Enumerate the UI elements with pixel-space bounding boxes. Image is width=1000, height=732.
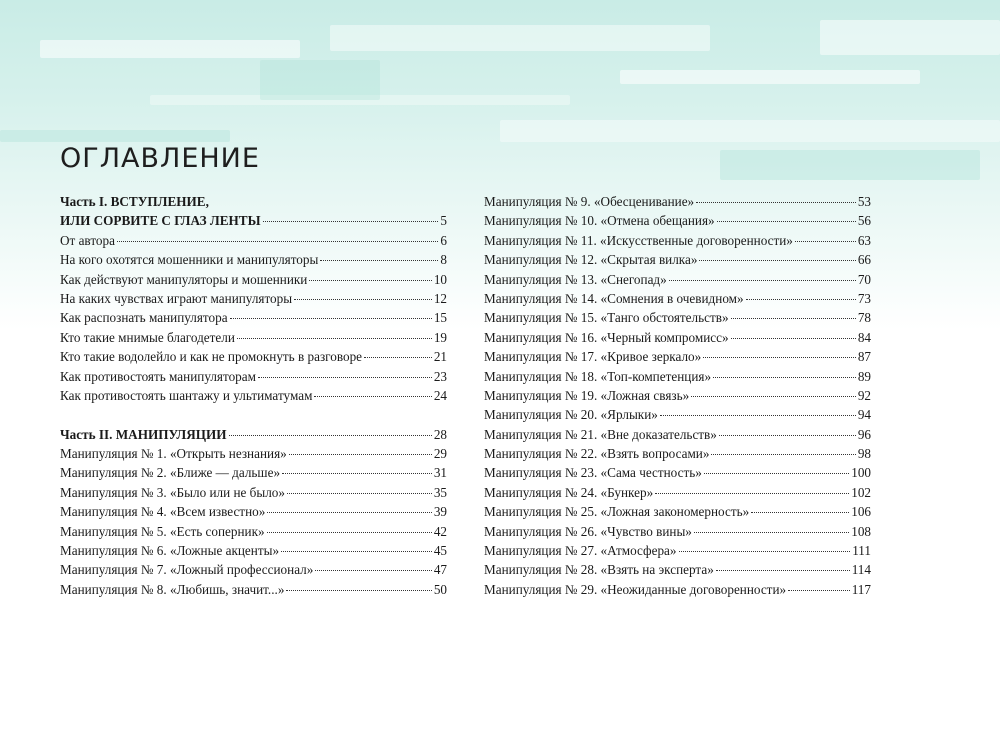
toc-entry[interactable] bbox=[484, 367, 871, 386]
page-number: 8 bbox=[440, 252, 447, 268]
toc-entry[interactable] bbox=[60, 522, 447, 541]
background-streak bbox=[0, 130, 230, 142]
page-number: 78 bbox=[857, 310, 871, 326]
page-number: 106 bbox=[851, 504, 871, 520]
page-number: 53 bbox=[857, 194, 871, 209]
toc-entry-label: Манипуляция № 14. «Сомнения в очевидном» bbox=[484, 290, 744, 306]
toc-entry-label: Манипуляция № 21. «Вне доказательств» bbox=[484, 426, 717, 442]
toc-entry[interactable] bbox=[484, 211, 871, 230]
leader-dots bbox=[267, 512, 431, 513]
toc-entry[interactable] bbox=[484, 522, 871, 541]
part1-heading-line1: Часть I. ВСТУПЛЕНИЕ, bbox=[60, 194, 209, 209]
leader-dots bbox=[230, 318, 432, 319]
part1-entries bbox=[60, 231, 447, 406]
toc-entry[interactable] bbox=[60, 560, 447, 579]
leader-dots bbox=[315, 570, 431, 571]
leader-dots bbox=[655, 493, 849, 494]
toc-entry[interactable] bbox=[484, 250, 871, 269]
toc-entry-label: На кого охотятся мошенники и манипуляторы bbox=[60, 252, 319, 268]
toc-entry-label: Манипуляция № 8. «Любишь, значит...» bbox=[60, 581, 285, 597]
background-streak bbox=[820, 20, 1000, 55]
toc-entry[interactable] bbox=[60, 463, 447, 482]
leader-dots bbox=[717, 221, 856, 222]
toc-entry[interactable] bbox=[484, 289, 871, 308]
leader-dots bbox=[691, 396, 856, 397]
toc-entry[interactable] bbox=[484, 270, 871, 289]
toc-entry-label: Манипуляция № 7. «Ложный профессионал» bbox=[60, 562, 314, 578]
toc-entry-label: Манипуляция № 15. «Танго обстоятельств» bbox=[484, 310, 729, 326]
leader-dots bbox=[229, 435, 432, 436]
toc-entry-label: Манипуляция № 3. «Было или не было» bbox=[60, 484, 285, 500]
part1-heading-line2: ИЛИ СОРВИТЕ С ГЛАЗ ЛЕНТЫ bbox=[60, 213, 261, 229]
toc-entry[interactable] bbox=[484, 483, 871, 502]
leader-dots bbox=[704, 473, 849, 474]
page-number: 50 bbox=[433, 581, 447, 597]
toc-entry-label: Манипуляция № 20. «Ярлыки» bbox=[484, 407, 658, 423]
toc-entry[interactable] bbox=[60, 308, 447, 327]
page-number: 15 bbox=[433, 310, 447, 326]
toc-entry[interactable] bbox=[484, 444, 871, 463]
toc-entry[interactable] bbox=[60, 231, 447, 250]
toc-entry[interactable] bbox=[484, 347, 871, 366]
part1-heading-entry[interactable] bbox=[60, 211, 447, 230]
leader-dots bbox=[694, 532, 849, 533]
page-number: 117 bbox=[851, 581, 871, 597]
toc-entry[interactable] bbox=[60, 502, 447, 521]
toc-entry[interactable] bbox=[60, 444, 447, 463]
toc-entry[interactable] bbox=[484, 580, 871, 599]
page-number: 70 bbox=[857, 271, 871, 287]
page-title: ОГЛАВЛЕНИЕ bbox=[60, 143, 260, 174]
part2-heading-entry[interactable] bbox=[60, 425, 447, 444]
toc-entry-label: Манипуляция № 4. «Всем известно» bbox=[60, 504, 266, 520]
leader-dots bbox=[282, 473, 432, 474]
page-number: 19 bbox=[433, 329, 447, 345]
toc-entry[interactable] bbox=[60, 347, 447, 366]
toc-entry-label: Манипуляция № 10. «Отмена обещания» bbox=[484, 213, 715, 229]
toc-entry-label: Манипуляция № 11. «Искусственные договоренности» bbox=[484, 232, 793, 248]
leader-dots bbox=[237, 338, 432, 339]
toc-entry[interactable] bbox=[60, 386, 447, 405]
leader-dots bbox=[731, 338, 856, 339]
background-streak bbox=[620, 70, 920, 84]
page-number: 108 bbox=[851, 523, 871, 539]
toc-entry-label: Манипуляция № 19. «Ложная связь» bbox=[484, 387, 690, 403]
page-number: 102 bbox=[851, 484, 871, 500]
toc-entry[interactable] bbox=[484, 541, 871, 560]
leader-dots bbox=[287, 493, 432, 494]
toc-entry-label: Манипуляция № 22. «Взять вопросами» bbox=[484, 446, 710, 462]
page-number: 114 bbox=[851, 562, 871, 578]
toc-entry[interactable] bbox=[60, 541, 447, 560]
page-number: 29 bbox=[433, 446, 447, 462]
toc-entry[interactable] bbox=[484, 560, 871, 579]
toc-entry-label: Как действуют манипуляторы и мошенники bbox=[60, 271, 308, 287]
leader-dots bbox=[320, 260, 438, 261]
toc-entry-label: Манипуляция № 25. «Ложная закономерность» bbox=[484, 504, 750, 520]
leader-dots bbox=[713, 377, 856, 378]
toc-entry-label: Манипуляция № 28. «Взять на эксперта» bbox=[484, 562, 714, 578]
toc-entry[interactable] bbox=[60, 580, 447, 599]
toc-entry-label: Манипуляция № 1. «Открыть незнания» bbox=[60, 446, 287, 462]
toc-right-column bbox=[484, 192, 871, 599]
page-number: 6 bbox=[440, 232, 447, 248]
leader-dots bbox=[281, 551, 432, 552]
toc-entry[interactable] bbox=[484, 231, 871, 250]
page-number: 45 bbox=[433, 543, 447, 559]
page-number: 56 bbox=[857, 213, 871, 229]
toc-entry-label: Манипуляция № 9. «Обесценивание» bbox=[484, 194, 695, 209]
page-number: 28 bbox=[433, 426, 447, 442]
toc-entry-label: Манипуляция № 16. «Черный компромисс» bbox=[484, 329, 729, 345]
leader-dots bbox=[703, 357, 856, 358]
page-number: 35 bbox=[433, 484, 447, 500]
toc-entry-label: Манипуляция № 13. «Снегопад» bbox=[484, 271, 667, 287]
background-streak bbox=[500, 120, 1000, 142]
section-gap bbox=[60, 405, 447, 424]
background-streak bbox=[260, 60, 380, 100]
leader-dots bbox=[669, 280, 856, 281]
background-streak bbox=[330, 25, 710, 51]
leader-dots bbox=[117, 241, 438, 242]
toc-entry[interactable] bbox=[484, 386, 871, 405]
leader-dots bbox=[711, 454, 855, 455]
page-number: 23 bbox=[433, 368, 447, 384]
page-number: 66 bbox=[857, 252, 871, 268]
leader-dots bbox=[751, 512, 849, 513]
leader-dots bbox=[294, 299, 432, 300]
leader-dots bbox=[263, 221, 439, 222]
page-number: 98 bbox=[857, 446, 871, 462]
page-number: 39 bbox=[433, 504, 447, 520]
toc-entry[interactable] bbox=[484, 425, 871, 444]
toc-entry-label: Манипуляция № 5. «Есть соперник» bbox=[60, 523, 265, 539]
toc-entry-label: Как противостоять манипуляторам bbox=[60, 368, 256, 384]
toc-entry[interactable] bbox=[60, 289, 447, 308]
toc-entry-label: Кто такие водолейло и как не промокнуть в разговоре bbox=[60, 349, 363, 365]
leader-dots bbox=[679, 551, 851, 552]
leader-dots bbox=[719, 435, 856, 436]
leader-dots bbox=[746, 299, 856, 300]
leader-dots bbox=[364, 357, 432, 358]
page-number: 42 bbox=[433, 523, 447, 539]
toc-entry-label: Манипуляция № 24. «Бункер» bbox=[484, 484, 654, 500]
page-number: 87 bbox=[857, 349, 871, 365]
toc-entry-label: Кто такие мнимые благодетели bbox=[60, 329, 235, 345]
page-number: 84 bbox=[857, 329, 871, 345]
leader-dots bbox=[286, 590, 431, 591]
page-number: 12 bbox=[433, 290, 447, 306]
toc-entry-label: Манипуляция № 6. «Ложные акценты» bbox=[60, 543, 280, 559]
part2-continued-entries bbox=[484, 192, 871, 599]
part2-heading: Часть II. МАНИПУЛЯЦИИ bbox=[60, 426, 227, 442]
toc-entry[interactable] bbox=[60, 328, 447, 347]
page-number: 94 bbox=[857, 407, 871, 423]
toc-entry[interactable] bbox=[484, 502, 871, 521]
toc-entry[interactable] bbox=[60, 270, 447, 289]
toc-entry[interactable] bbox=[60, 367, 447, 386]
toc-entry[interactable] bbox=[484, 463, 871, 482]
toc-entry[interactable] bbox=[60, 250, 447, 269]
leader-dots bbox=[289, 454, 432, 455]
leader-dots bbox=[314, 396, 431, 397]
toc-entry-label: Манипуляция № 12. «Скрытая вилка» bbox=[484, 252, 698, 268]
toc-entry-label: Как противостоять шантажу и ультиматумам bbox=[60, 387, 313, 403]
page-number: 63 bbox=[857, 232, 871, 248]
toc-entry-label: Манипуляция № 18. «Топ-компетенция» bbox=[484, 368, 712, 384]
part2-entries bbox=[60, 444, 447, 599]
leader-dots bbox=[716, 570, 850, 571]
toc-entry-label: Манипуляция № 23. «Сама честность» bbox=[484, 465, 702, 481]
leader-dots bbox=[731, 318, 856, 319]
toc-entry-label: Манипуляция № 29. «Неожиданные договоренности» bbox=[484, 581, 787, 597]
toc-entry[interactable] bbox=[484, 192, 871, 211]
background-streak bbox=[720, 150, 980, 180]
leader-dots bbox=[660, 415, 856, 416]
leader-dots bbox=[788, 590, 850, 591]
toc-entry-label: Манипуляция № 27. «Атмосфера» bbox=[484, 543, 677, 559]
leader-dots bbox=[699, 260, 855, 261]
toc-entry[interactable] bbox=[484, 328, 871, 347]
background-streak bbox=[40, 40, 300, 58]
page-number: 47 bbox=[433, 562, 447, 578]
leader-dots bbox=[258, 377, 432, 378]
leader-dots bbox=[267, 532, 432, 533]
page-number: 31 bbox=[433, 465, 447, 481]
toc-entry[interactable] bbox=[484, 405, 871, 424]
page-number: 21 bbox=[433, 349, 447, 365]
leader-dots bbox=[309, 280, 431, 281]
page-number: 92 bbox=[857, 387, 871, 403]
page-number: 89 bbox=[857, 368, 871, 384]
page-number: 24 bbox=[433, 387, 447, 403]
leader-dots bbox=[696, 202, 856, 203]
toc-entry-label: На каких чувствах играют манипуляторы bbox=[60, 290, 293, 306]
toc-entry[interactable] bbox=[60, 483, 447, 502]
toc-entry-label: Манипуляция № 2. «Ближе — дальше» bbox=[60, 465, 281, 481]
toc-entry-label: Манипуляция № 17. «Кривое зеркало» bbox=[484, 349, 702, 365]
leader-dots bbox=[795, 241, 856, 242]
page-number: 5 bbox=[440, 213, 447, 229]
toc-entry-label: Как распознать манипулятора bbox=[60, 310, 228, 326]
page-number: 111 bbox=[852, 543, 871, 559]
toc-entry[interactable] bbox=[484, 308, 871, 327]
page-number: 96 bbox=[857, 426, 871, 442]
page-number: 10 bbox=[433, 271, 447, 287]
page-number: 100 bbox=[851, 465, 871, 481]
toc-entry-label: От автора bbox=[60, 232, 115, 248]
page-number: 73 bbox=[857, 290, 871, 306]
toc-entry-label: Манипуляция № 26. «Чувство вины» bbox=[484, 523, 692, 539]
toc-left-column bbox=[60, 192, 447, 599]
